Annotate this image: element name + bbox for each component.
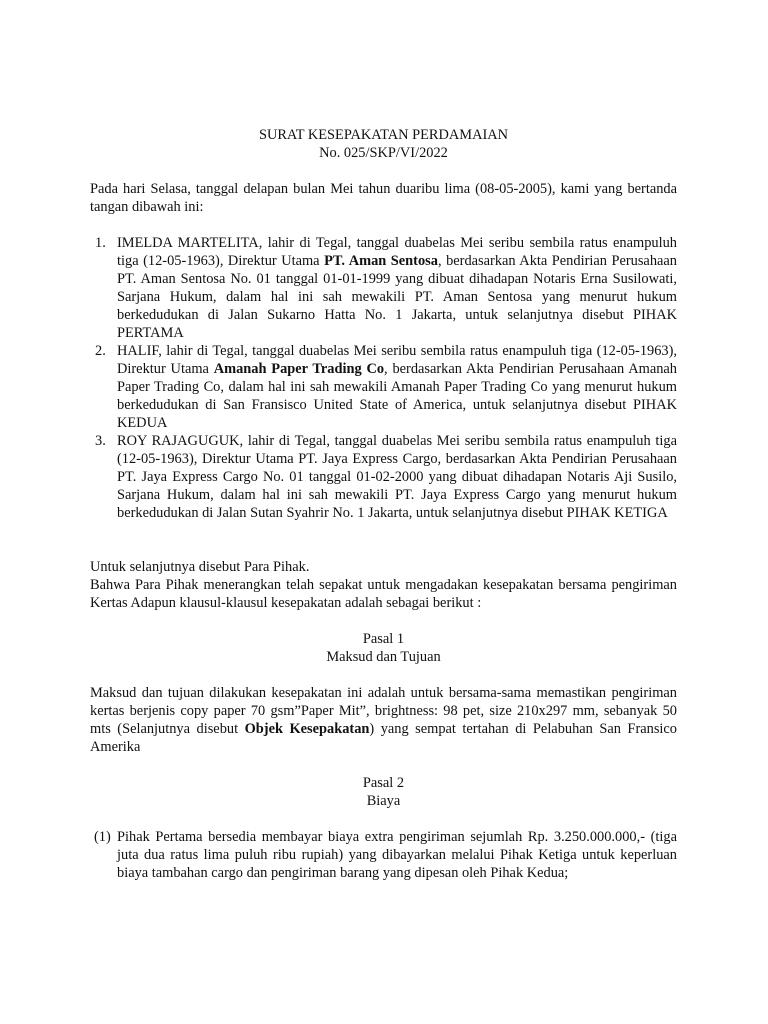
party-company: Amanah Paper Trading Co [213, 361, 385, 377]
party-text: , berdasarkan Akta Pendirian Perusahaan Amanah Paper Trading Co, dalam hal ini sah mewakili Amanah Paper Trading Co yang menurut hukum berkedudukan di San Fransisco United State of America, untuk selanjutnya disebut PIHAK KEDUA [117, 361, 677, 431]
pasal-2-clauses [90, 828, 677, 882]
party-company: PT. Aman Sentosa [324, 253, 438, 269]
party-text: IMELDA MARTELITA, lahir di Tegal, tanggal duabelas Mei seribu sembila ratus enampuluh tiga (12-05-1963), Direktur Utama [117, 235, 677, 269]
document-number: No. 025/SKP/VI/2022 [319, 145, 448, 161]
party-item [90, 342, 677, 432]
objek-kesepakatan: Objek Kesepakatan [244, 721, 370, 737]
clause-item [90, 828, 677, 882]
document-title: SURAT KESEPAKATAN PERDAMAIAN [258, 127, 509, 143]
pasal-1-text: Maksud dan tujuan dilakukan kesepakatan ini adalah untuk bersama-sama memastikan pengiriman kertas berjenis copy paper 70 gsm”Paper Mit”, brightness: 98 pet, size 210x297 mm, sebanyak 50 mts (Selanjutnya disebut [90, 685, 677, 737]
bahwa-paragraph: Bahwa Para Pihak menerangkan telah sepakat untuk mengadakan kesepakatan bersama pengiriman Kertas Adapun klausul-klausul kesepakatan adalah sebagai berikut : [90, 577, 677, 611]
party-item [90, 234, 677, 342]
party-text: ROY RAJAGUGUK, lahir di Tegal, tanggal duabelas Mei seribu sembila ratus enampuluh tiga (12-05-1963), Direktur Utama PT. Jaya Express Cargo, berdasarkan Akta Pendirian Perusahaan PT. Jaya Express Cargo No. 01 tanggal 01-02-2000 yang dibuat dihadapan Notaris Aji Susilo, Sarjana Hukum, dalam hal ini sah mewakili PT. Jaya Express Cargo yang menurut hukum berkedudukan di Jalan Sutan Syahrir No. 1 Jakarta, untuk selanjutnya disebut PIHAK KETIGA [117, 433, 677, 521]
clause-text: Pihak Pertama bersedia membayar biaya extra pengiriman sejumlah Rp. 3.250.000.000,- (tiga juta dua ratus lima puluh ribu rupiah) yang dibayarkan melalui Pihak Ketiga untuk keperluan biaya tambahan cargo dan pengiriman barang yang dipesan oleh Pihak Kedua; [117, 829, 677, 881]
opening-paragraph: Pada hari Selasa, tanggal delapan bulan Mei tahun duaribu lima (08-05-2005), kami yang bertanda tangan dibawah ini: [90, 181, 677, 215]
pasal-1-heading: Pasal 1 [362, 631, 405, 647]
document-page [90, 126, 677, 882]
pasal-1-text: ) yang sempat tertahan di Pelabuhan San Fransico Amerika [90, 721, 677, 755]
party-number: 2. [95, 343, 106, 359]
party-number: 1. [95, 235, 106, 251]
para-pihak-statement: Untuk selanjutnya disebut Para Pihak. [90, 559, 310, 575]
party-item [90, 432, 677, 522]
pasal-2-heading: Pasal 2 [362, 775, 405, 791]
pasal-1-body [90, 684, 677, 756]
party-text: HALIF, lahir di Tegal, tanggal duabelas Mei seribu sembila ratus enampuluh tiga (12-05-1963), Direktur Utama [117, 343, 677, 377]
pasal-1-subheading: Maksud dan Tujuan [326, 649, 441, 665]
party-number: 3. [95, 433, 106, 449]
party-text: , berdasarkan Akta Pendirian Perusahaan PT. Aman Sentosa No. 01 tanggal 01-01-1999 yang dibuat dihadapan Notaris Erna Susilowati, Sarjana Hukum, dalam hal ini sah mewakili PT. Aman Sentosa yang menurut hukum berkedudukan di Jalan Sukarno Hatta No. 1 Jakarta, untuk selanjutnya disebut PIHAK PERTAMA [117, 253, 677, 341]
clause-number: (1) [94, 829, 111, 845]
pasal-2-subheading: Biaya [366, 793, 401, 809]
parties-list [90, 234, 677, 522]
